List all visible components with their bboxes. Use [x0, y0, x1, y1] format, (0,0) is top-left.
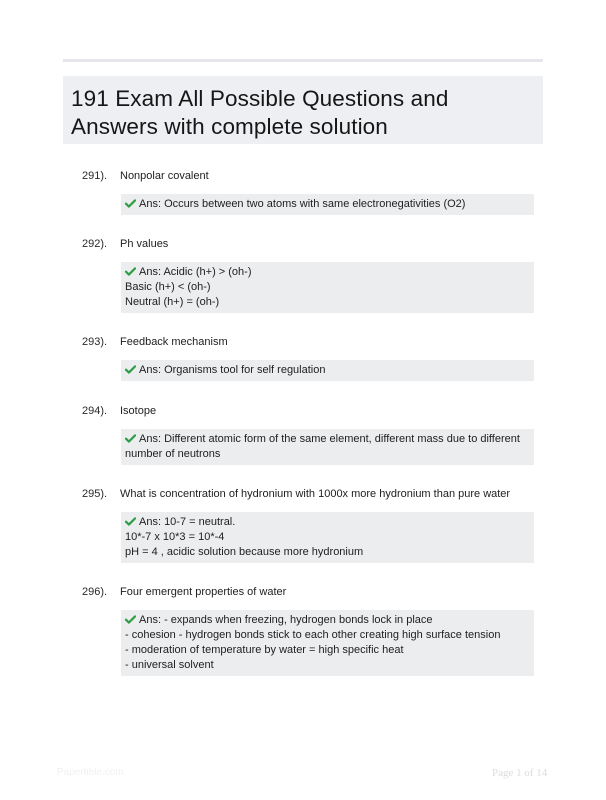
top-divider	[63, 59, 543, 62]
question-text: Nonpolar covalent	[120, 170, 209, 182]
answer-line: Neutral (h+) = (oh-)	[125, 296, 220, 308]
answer-line	[125, 363, 530, 378]
answer-line	[125, 265, 530, 280]
answer-box	[121, 262, 534, 313]
footer-watermark: Papertible.com	[57, 767, 124, 778]
answer-line: pH = 4 , acidic solution because more hydronium	[125, 546, 364, 558]
page-indicator: Page 1 of 14	[492, 767, 548, 779]
question-number: 296).	[82, 586, 108, 598]
answer-line: - moderation of temperature by water = high specific heat	[125, 644, 404, 656]
check-icon	[125, 199, 136, 208]
answer-line	[125, 613, 530, 628]
title-banner	[63, 76, 543, 144]
answer-line: - cohesion - hydrogen bonds stick to each other creating high surface tension	[125, 629, 501, 641]
answer-text: Ans: Organisms tool for self regulation	[139, 364, 326, 376]
question-text: What is concentration of hydronium with 1000x more hydronium than pure water	[120, 488, 511, 500]
check-icon	[125, 434, 136, 443]
answer-box	[121, 360, 534, 381]
answer-line	[125, 197, 530, 212]
check-icon	[125, 267, 136, 276]
answer-line: 10*-7 x 10*3 = 10*-4	[125, 531, 225, 543]
answer-line: Basic (h+) < (oh-)	[125, 281, 211, 293]
answer-line: - universal solvent	[125, 659, 214, 671]
question-number: 294).	[82, 405, 108, 417]
answer-line	[125, 432, 530, 447]
question-number: 291).	[82, 170, 108, 182]
check-icon	[125, 517, 136, 526]
question-number: 292).	[82, 238, 108, 250]
question-text: Isotope	[120, 405, 157, 417]
question-text: Four emergent properties of water	[120, 586, 287, 598]
answer-text: Ans: Occurs between two atoms with same electronegativities (O2)	[139, 198, 466, 210]
answer-box	[121, 512, 534, 563]
question-number: 293).	[82, 336, 108, 348]
document-title: 191 Exam All Possible Questions and Answers with complete solution	[71, 86, 449, 139]
question-text: Ph values	[120, 238, 169, 250]
answer-text: Ans: Acidic (h+) > (oh-)	[139, 266, 252, 278]
answer-line	[125, 515, 530, 530]
question-text: Feedback mechanism	[120, 336, 228, 348]
question-number: 295).	[82, 488, 108, 500]
answer-box	[121, 194, 534, 215]
answer-text: Ans: 10-7 = neutral.	[139, 516, 236, 528]
answer-line: number of neutrons	[125, 448, 221, 460]
answer-box	[121, 610, 534, 676]
check-icon	[125, 365, 136, 374]
answer-text: Ans: Different atomic form of the same element, different mass due to different	[139, 433, 520, 445]
answer-text: Ans: - expands when freezing, hydrogen bonds lock in place	[139, 614, 433, 626]
answer-box	[121, 429, 534, 465]
check-icon	[125, 615, 136, 624]
